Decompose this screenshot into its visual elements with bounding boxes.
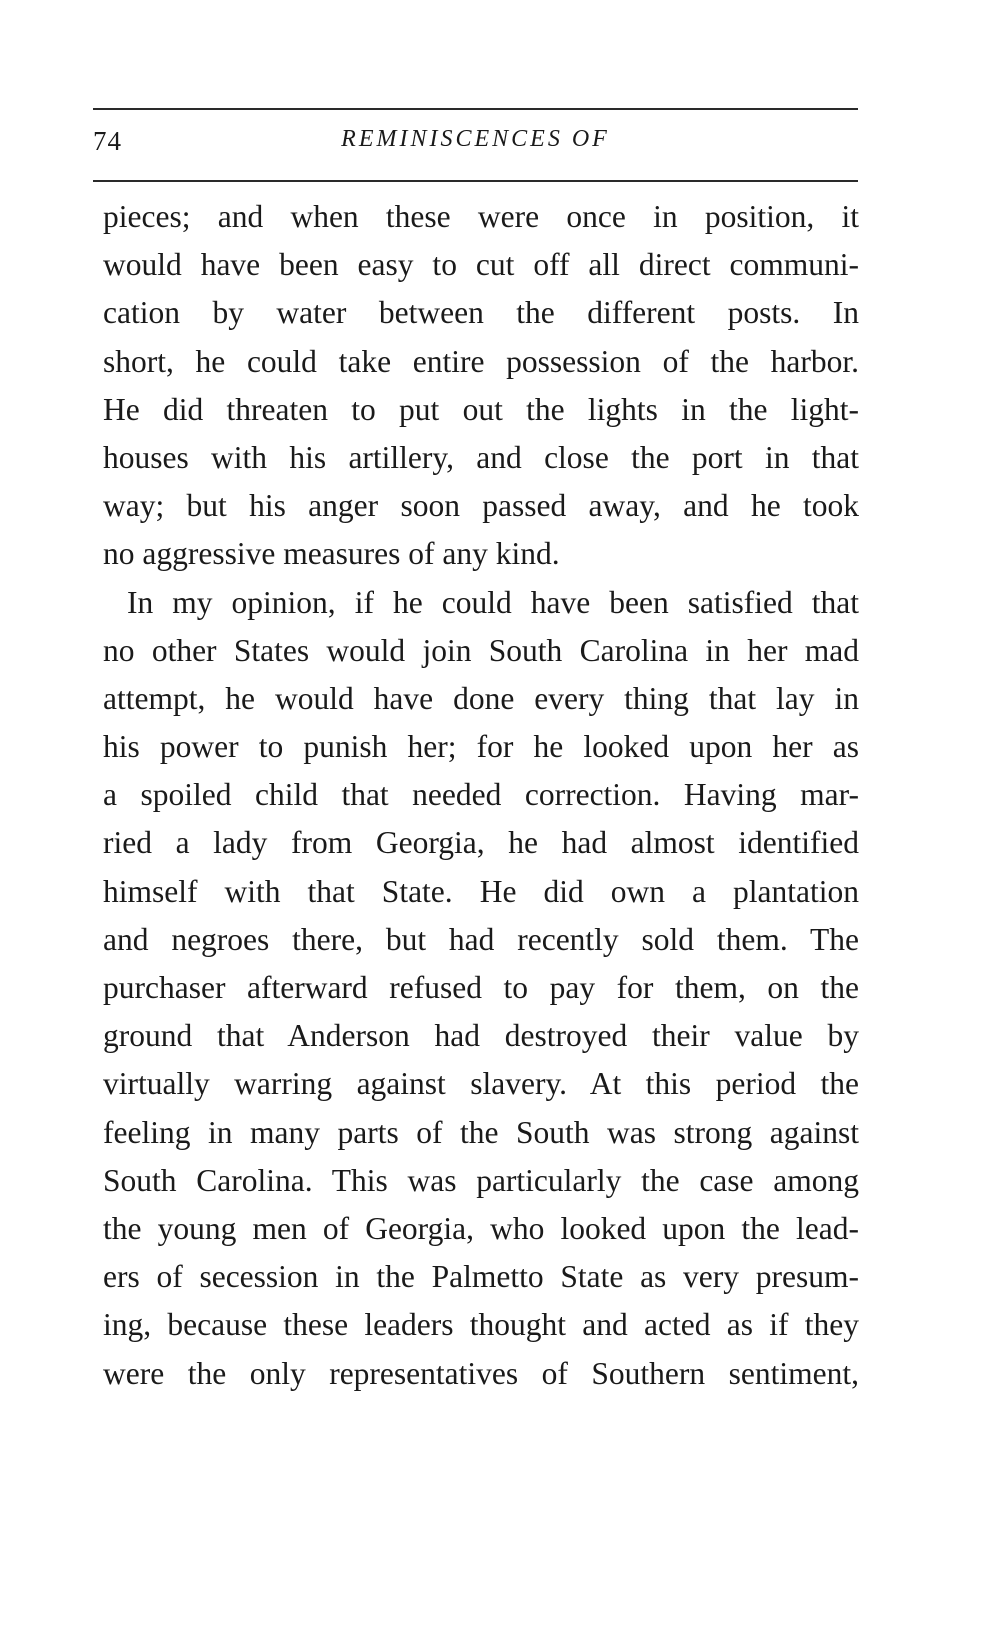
text-line: attempt, he would have done every thing that lay in: [103, 680, 859, 716]
running-head: [93, 124, 858, 168]
text-line: a spoiled child that needed correction. Having mar-: [103, 777, 859, 813]
text-line: virtually warring against slavery. At this period the: [103, 1066, 859, 1102]
text-line: would have been easy to cut off all direct communi-: [103, 247, 859, 283]
text-line: He did threaten to put out the lights in the light-: [103, 391, 859, 427]
text-line: ers of secession in the Palmetto State as very presum-: [103, 1259, 859, 1295]
text-line: no other States would join South Carolina in her mad: [103, 632, 859, 668]
header-top-rule: [93, 108, 858, 110]
text-line: houses with his artillery, and close the port in that: [103, 439, 859, 475]
text-line: South Carolina. This was particularly the case among: [103, 1162, 859, 1198]
text-line: way; but his anger soon passed away, and he took: [103, 488, 859, 524]
text-line: the young men of Georgia, who looked upon the lead-: [103, 1210, 859, 1246]
text-line: pieces; and when these were once in position, it: [103, 199, 859, 234]
text-line: feeling in many parts of the South was strong against: [103, 1114, 859, 1150]
text-line: ried a lady from Georgia, he had almost identified: [103, 825, 859, 861]
running-title: REMINISCENCES OF: [341, 126, 610, 152]
text-line: purchaser afterward refused to pay for them, on the: [103, 970, 859, 1005]
page-number: 74: [93, 126, 122, 156]
text-line: himself with that State. He did own a plantation: [103, 873, 859, 909]
text-line: ground that Anderson had destroyed their value by: [103, 1018, 859, 1054]
text-line: were the only representatives of Southern sentiment,: [103, 1355, 859, 1391]
text-line: short, he could take entire possession of the harbor.: [103, 343, 859, 379]
text-line: ing, because these leaders thought and acted as if they: [103, 1307, 859, 1343]
header-bottom-rule: [93, 180, 858, 182]
text-line: cation by water between the different posts. In: [103, 295, 859, 331]
text-line: In my opinion, if he could have been satisfied that: [127, 584, 859, 620]
text-line: no aggressive measures of any kind.: [103, 536, 560, 572]
body-text: [103, 193, 859, 1398]
text-line: and negroes there, but had recently sold them. The: [103, 921, 859, 957]
text-line: his power to punish her; for he looked upon her as: [103, 729, 859, 765]
